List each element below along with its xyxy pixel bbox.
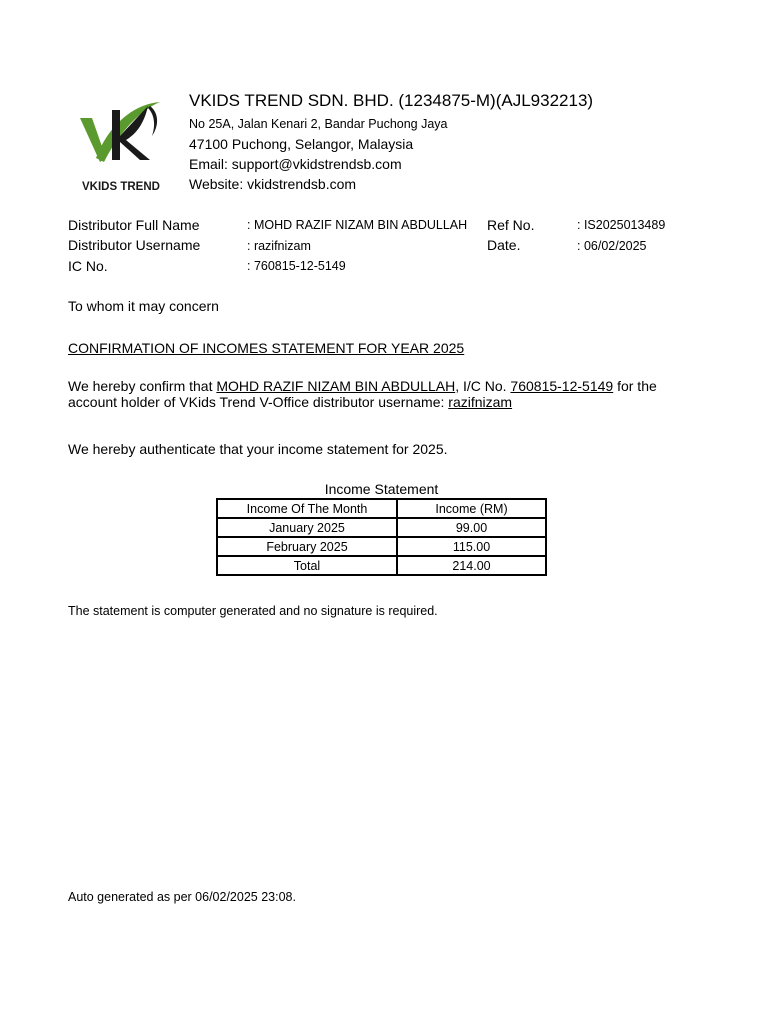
table-cell-income: 99.00 bbox=[397, 518, 546, 537]
vk-logo-icon bbox=[78, 96, 164, 196]
date-value: : 06/02/2025 bbox=[577, 239, 647, 253]
ic-label: IC No. bbox=[68, 258, 108, 274]
confirm-suffix: for the bbox=[613, 378, 657, 394]
account-username: razifnizam bbox=[448, 394, 513, 410]
table-total-row bbox=[217, 556, 546, 575]
confirm-prefix: We hereby confirm that bbox=[68, 378, 217, 394]
table-cell-income: 115.00 bbox=[397, 537, 546, 556]
table-cell-month: February 2025 bbox=[217, 537, 397, 556]
date-label: Date. bbox=[487, 237, 521, 253]
logo-text: VKIDS TREND bbox=[82, 181, 160, 193]
table-cell-month: January 2025 bbox=[217, 518, 397, 537]
confirm-ic: 760815-12-5149 bbox=[510, 378, 614, 394]
table-header-cell: Income (RM) bbox=[397, 499, 546, 518]
subject-heading: CONFIRMATION OF INCOMES STATEMENT FOR YEAR 2025 bbox=[68, 340, 465, 356]
confirm-line-1 bbox=[68, 378, 657, 394]
auto-generated-note: Auto generated as per 06/02/2025 23:08. bbox=[68, 890, 296, 904]
company-name: VKIDS TREND SDN. BHD. (1234875-M)(AJL932213) bbox=[189, 91, 594, 110]
address-line-1: No 25A, Jalan Kenari 2, Bandar Puchong Jaya bbox=[189, 117, 448, 131]
ref-value: : IS2025013489 bbox=[577, 218, 666, 232]
username-value: : razifnizam bbox=[247, 239, 311, 253]
authenticate-statement: We hereby authenticate that your income statement for 2025. bbox=[68, 441, 448, 457]
company-logo bbox=[78, 96, 164, 196]
confirm-name: MOHD RAZIF NIZAM BIN ABDULLAH bbox=[216, 378, 456, 394]
confirm-ic-prefix: , I/C No. bbox=[455, 378, 511, 394]
username-label: Distributor Username bbox=[68, 237, 201, 253]
company-email: Email: support@vkidstrendsb.com bbox=[189, 156, 402, 172]
full-name-label: Distributor Full Name bbox=[68, 217, 200, 233]
ic-value: : 760815-12-5149 bbox=[247, 259, 346, 273]
computer-generated-note: The statement is computer generated and no signature is required. bbox=[68, 604, 438, 618]
table-cell-total-label: Total bbox=[217, 556, 397, 575]
company-website: Website: vkidstrendsb.com bbox=[189, 176, 357, 192]
income-table bbox=[216, 498, 547, 576]
table-header-row bbox=[217, 499, 546, 518]
table-row bbox=[217, 537, 546, 556]
account-prefix: account holder of VKids Trend V-Office distributor username: bbox=[68, 394, 449, 410]
table-cell-total-value: 214.00 bbox=[397, 556, 546, 575]
confirm-line-2 bbox=[68, 394, 512, 410]
table-header-cell: Income Of The Month bbox=[217, 499, 397, 518]
table-row bbox=[217, 518, 546, 537]
income-table-title: Income Statement bbox=[324, 481, 439, 497]
ref-label: Ref No. bbox=[487, 217, 535, 233]
full-name-value: : MOHD RAZIF NIZAM BIN ABDULLAH bbox=[247, 218, 468, 232]
address-line-2: 47100 Puchong, Selangor, Malaysia bbox=[189, 136, 414, 152]
salutation: To whom it may concern bbox=[68, 298, 219, 314]
